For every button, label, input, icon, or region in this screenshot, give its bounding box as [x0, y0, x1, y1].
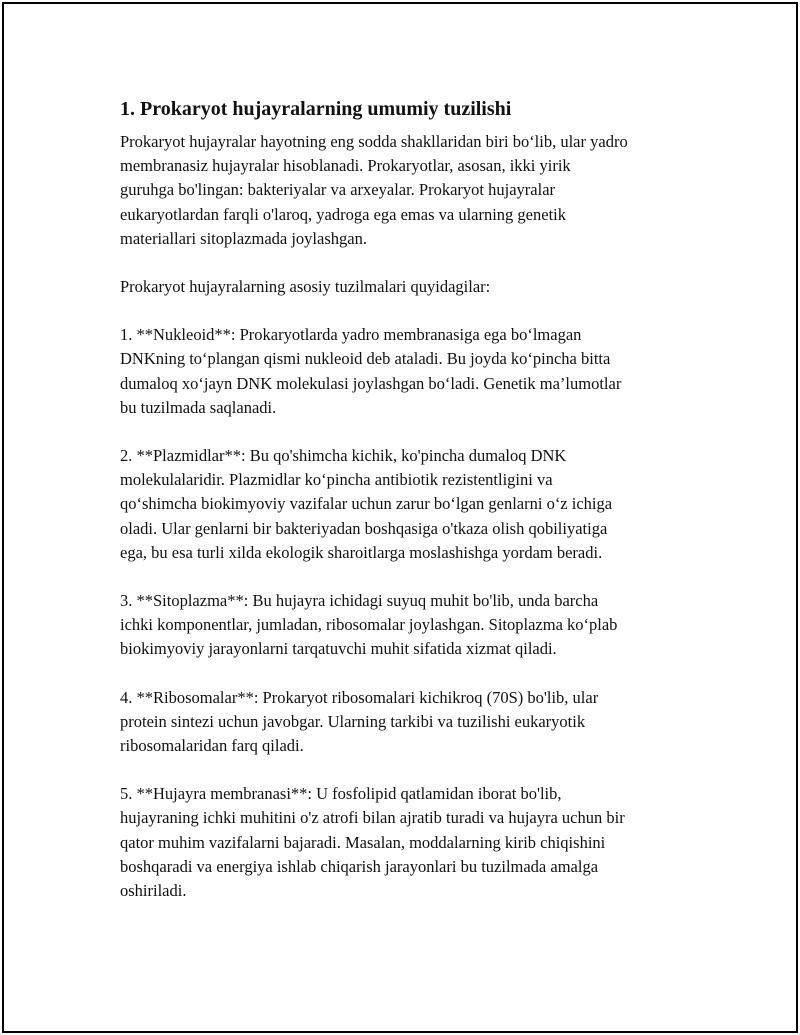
page-frame: [2, 2, 798, 1033]
cytoplasm-paragraph: 3. **Sitoplazma**: Bu hujayra ichidagi suyuq muhit bo'lib, unda barcha ichki komponentlar, jumladan, ribosomalar joylashgan. Sitoplazma ko‘plab biokimyoviy jarayonlarni tarqatuvchi muhit sifatida xizmat qiladi.: [120, 591, 618, 659]
cell-membrane-paragraph: 5. **Hujayra membranasi**: U fosfolipid qatlamidan iborat bo'lib, hujayraning ichki muhitini o'z atrofi bilan ajratib turadi va hujayra uchun bir qator muhim vazifalarni bajaradi. Masalan, moddalarning kirib chiqishini boshqaradi va energiya ishlab chiqarish jarayonlari bu tuzilmada amalga oshiriladi.: [120, 784, 625, 901]
section-heading: 1. Prokaryot hujayralarning umumiy tuzilishi: [120, 98, 512, 120]
nucleoid-paragraph: 1. **Nukleoid**: Prokaryotlarda yadro membranasiga ega bo‘lmagan DNKning to‘plangan qismi nukleoid deb ataladi. Bu joyda ko‘pincha bitta dumaloq xo‘jayn DNK molekulasi joylashgan bo‘ladi. Genetik ma’lumotlar bu tuzilmada saqlanadi.: [120, 325, 622, 417]
intro-paragraph: Prokaryot hujayralar hayotning eng sodda shakllaridan biri bo‘lib, ular yadro membranasiz hujayralar hisoblanadi. Prokaryotlar, asosan, ikki yirik guruhga bo'lingan: bakteriyalar va arxeyalar. Prokaryot hujayralar eukaryotlardan farqli o'laroq, yadroga ega emas va ularning genetik materiallari sitoplazmada joylashgan.: [120, 132, 628, 248]
document-body: [120, 96, 700, 927]
structures-intro-paragraph: Prokaryot hujayralarning asosiy tuzilmalari quyidagilar:: [120, 277, 491, 297]
plasmids-paragraph: 2. **Plazmidlar**: Bu qo'shimcha kichik, ko'pincha dumaloq DNK molekulalaridir. Plazmidlar ko‘pincha antibiotik rezistentligini va qo‘shimcha biokimyoviy vazifalar uchun zarur bo‘lgan genlarni o‘z ichiga oladi. Ular genlarni bir bakteriyadan boshqasiga o'tkaza olish qobiliyatiga ega, bu esa turli xilda ekologik sharoitlarga moslashishga yordam beradi.: [120, 446, 613, 562]
ribosomes-paragraph: 4. **Ribosomalar**: Prokaryot ribosomalari kichikroq (70S) bo'lib, ular protein sintezi uchun javobgar. Ularning tarkibi va tuzilishi eukaryotik ribosomalaridan farq qiladi.: [120, 687, 599, 756]
